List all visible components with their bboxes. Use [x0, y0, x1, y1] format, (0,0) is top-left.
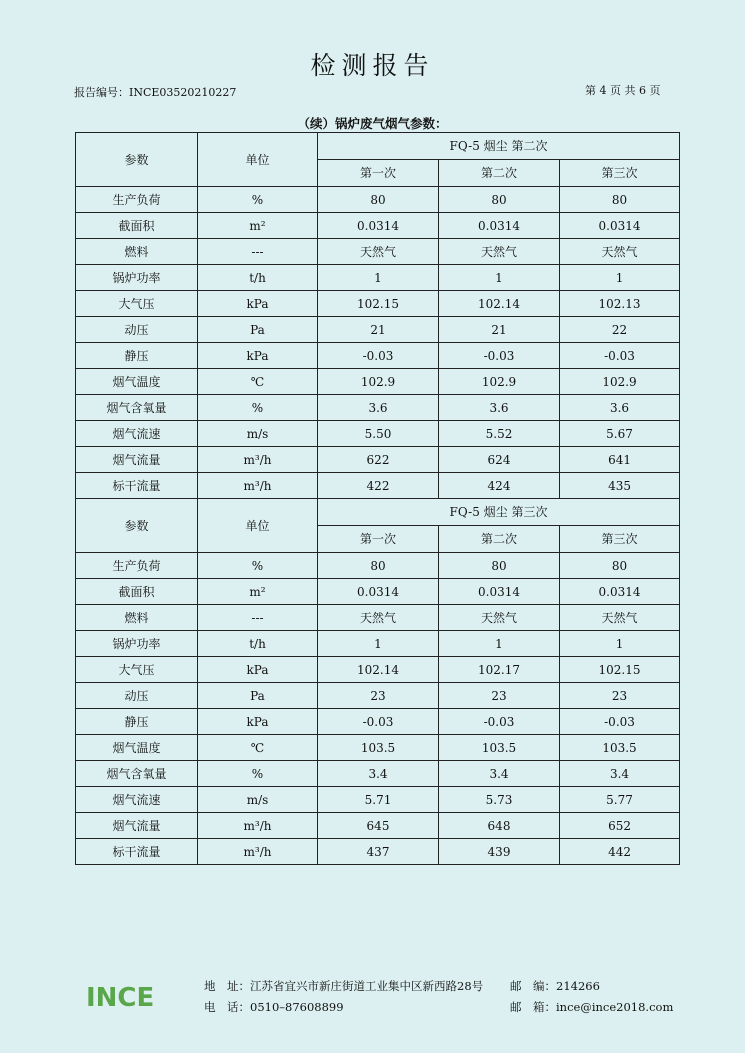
value-cell: 102.9: [439, 369, 560, 395]
table-row: [76, 291, 680, 317]
unit-cell: m²: [198, 579, 318, 605]
unit-cell: m³/h: [198, 473, 318, 499]
value-cell: 1: [318, 631, 439, 657]
footer-row-1: [204, 976, 600, 997]
value-cell: 1: [439, 631, 560, 657]
param-cell: 烟气含氧量: [76, 395, 198, 421]
flue-gas-table: [75, 132, 680, 865]
unit-cell: m³/h: [198, 447, 318, 473]
unit-cell: m²: [198, 213, 318, 239]
param-cell: 烟气温度: [76, 369, 198, 395]
param-header: 参数: [76, 133, 198, 187]
value-cell: 天然气: [560, 605, 680, 631]
unit-cell: %: [198, 187, 318, 213]
param-cell: 烟气温度: [76, 735, 198, 761]
unit-header: 单位: [198, 499, 318, 553]
table-row: [76, 187, 680, 213]
table-row: [76, 787, 680, 813]
table-row: [76, 683, 680, 709]
run-header: 第一次: [318, 526, 439, 553]
unit-cell: Pa: [198, 683, 318, 709]
table-row: [76, 553, 680, 579]
value-cell: 80: [439, 553, 560, 579]
table-row: [76, 395, 680, 421]
value-cell: 80: [439, 187, 560, 213]
table-row: [76, 317, 680, 343]
value-cell: -0.03: [318, 709, 439, 735]
table-row: [76, 813, 680, 839]
param-cell: 静压: [76, 343, 198, 369]
value-cell: -0.03: [318, 343, 439, 369]
value-cell: 5.50: [318, 421, 439, 447]
value-cell: 天然气: [318, 239, 439, 265]
value-cell: 21: [439, 317, 560, 343]
unit-cell: m³/h: [198, 839, 318, 865]
table-row: [76, 735, 680, 761]
unit-cell: %: [198, 553, 318, 579]
value-cell: 102.14: [439, 291, 560, 317]
param-cell: 烟气流速: [76, 421, 198, 447]
unit-cell: ℃: [198, 735, 318, 761]
section-header-row: [76, 499, 680, 526]
table-row: [76, 605, 680, 631]
table-row: [76, 761, 680, 787]
param-cell: 标干流量: [76, 839, 198, 865]
value-cell: 0.0314: [439, 579, 560, 605]
unit-cell: ℃: [198, 369, 318, 395]
table-row: [76, 239, 680, 265]
section-header-row: [76, 133, 680, 160]
value-cell: 天然气: [439, 605, 560, 631]
value-cell: -0.03: [560, 709, 680, 735]
value-cell: 3.4: [560, 761, 680, 787]
value-cell: 0.0314: [560, 579, 680, 605]
value-cell: 648: [439, 813, 560, 839]
value-cell: 3.4: [439, 761, 560, 787]
value-cell: 439: [439, 839, 560, 865]
value-cell: 天然气: [318, 605, 439, 631]
unit-header: 单位: [198, 133, 318, 187]
param-cell: 燃料: [76, 605, 198, 631]
value-cell: 5.71: [318, 787, 439, 813]
value-cell: 3.6: [439, 395, 560, 421]
value-cell: 5.52: [439, 421, 560, 447]
page-info: 第 4 页 共 6 页: [585, 84, 661, 97]
value-cell: 103.5: [560, 735, 680, 761]
value-cell: 435: [560, 473, 680, 499]
value-cell: 5.73: [439, 787, 560, 813]
email-value: ince@ince2018.com: [556, 1000, 674, 1014]
param-cell: 锅炉功率: [76, 631, 198, 657]
param-cell: 静压: [76, 709, 198, 735]
param-cell: 烟气含氧量: [76, 761, 198, 787]
unit-cell: Pa: [198, 317, 318, 343]
value-cell: 622: [318, 447, 439, 473]
value-cell: 80: [560, 187, 680, 213]
value-cell: 1: [439, 265, 560, 291]
unit-cell: %: [198, 761, 318, 787]
value-cell: 102.15: [560, 657, 680, 683]
unit-cell: kPa: [198, 343, 318, 369]
value-cell: 103.5: [439, 735, 560, 761]
table-row: [76, 213, 680, 239]
param-cell: 烟气流量: [76, 813, 198, 839]
value-cell: 天然气: [560, 239, 680, 265]
value-cell: 102.9: [318, 369, 439, 395]
table-row: [76, 631, 680, 657]
value-cell: 645: [318, 813, 439, 839]
unit-cell: ---: [198, 239, 318, 265]
group-header: FQ-5 烟尘 第三次: [318, 499, 680, 526]
report-number: [74, 84, 236, 100]
value-cell: 102.15: [318, 291, 439, 317]
value-cell: 3.4: [318, 761, 439, 787]
param-cell: 截面积: [76, 213, 198, 239]
value-cell: 1: [560, 265, 680, 291]
table-row: [76, 343, 680, 369]
phone-value: 0510–87608899: [250, 1000, 344, 1014]
address-label: 地 址：: [204, 979, 250, 993]
table-row: [76, 447, 680, 473]
run-header: 第三次: [560, 160, 680, 187]
value-cell: 80: [318, 187, 439, 213]
postcode-block: [510, 976, 600, 997]
unit-cell: ---: [198, 605, 318, 631]
table-subtitle: （续）锅炉废气烟气参数：: [297, 116, 448, 131]
table-row: [76, 709, 680, 735]
param-cell: 烟气流速: [76, 787, 198, 813]
value-cell: 102.14: [318, 657, 439, 683]
param-cell: 燃料: [76, 239, 198, 265]
ince-logo: [86, 982, 186, 1012]
value-cell: 3.6: [318, 395, 439, 421]
value-cell: 102.13: [560, 291, 680, 317]
value-cell: 102.17: [439, 657, 560, 683]
value-cell: 3.6: [560, 395, 680, 421]
report-number-value: INCE03520210227: [129, 86, 237, 99]
value-cell: 442: [560, 839, 680, 865]
run-header: 第二次: [439, 160, 560, 187]
table-row: [76, 265, 680, 291]
value-cell: 0.0314: [318, 579, 439, 605]
value-cell: 1: [560, 631, 680, 657]
postcode-label: 邮 编：: [510, 979, 556, 993]
value-cell: 1: [318, 265, 439, 291]
unit-cell: m/s: [198, 787, 318, 813]
unit-cell: t/h: [198, 265, 318, 291]
value-cell: 22: [560, 317, 680, 343]
table-row: [76, 421, 680, 447]
unit-cell: %: [198, 395, 318, 421]
footer-row-2: [204, 997, 674, 1018]
param-cell: 生产负荷: [76, 553, 198, 579]
param-cell: 锅炉功率: [76, 265, 198, 291]
param-header: 参数: [76, 499, 198, 553]
value-cell: 0.0314: [560, 213, 680, 239]
table-row: [76, 369, 680, 395]
value-cell: -0.03: [439, 709, 560, 735]
run-header: 第一次: [318, 160, 439, 187]
table-row: [76, 579, 680, 605]
run-header: 第三次: [560, 526, 680, 553]
value-cell: -0.03: [439, 343, 560, 369]
value-cell: -0.03: [560, 343, 680, 369]
value-cell: 天然气: [439, 239, 560, 265]
value-cell: 103.5: [318, 735, 439, 761]
param-cell: 动压: [76, 317, 198, 343]
value-cell: 0.0314: [318, 213, 439, 239]
table-row: [76, 839, 680, 865]
group-header: FQ-5 烟尘 第二次: [318, 133, 680, 160]
unit-cell: m/s: [198, 421, 318, 447]
value-cell: 23: [318, 683, 439, 709]
email-block: [510, 997, 673, 1018]
unit-cell: kPa: [198, 657, 318, 683]
footer-contact: [204, 976, 674, 1018]
report-number-label: 报告编号：: [74, 86, 129, 99]
unit-cell: kPa: [198, 709, 318, 735]
phone-label: 电 话：: [204, 1000, 250, 1014]
run-header: 第二次: [439, 526, 560, 553]
unit-cell: t/h: [198, 631, 318, 657]
page-title: 检测报告: [310, 51, 435, 80]
value-cell: 5.77: [560, 787, 680, 813]
value-cell: 652: [560, 813, 680, 839]
param-cell: 动压: [76, 683, 198, 709]
param-cell: 大气压: [76, 657, 198, 683]
value-cell: 422: [318, 473, 439, 499]
postcode-value: 214266: [556, 979, 600, 993]
value-cell: 23: [560, 683, 680, 709]
value-cell: 80: [318, 553, 439, 579]
param-cell: 大气压: [76, 291, 198, 317]
email-label: 邮 箱：: [510, 1000, 556, 1014]
param-cell: 标干流量: [76, 473, 198, 499]
table-row: [76, 657, 680, 683]
value-cell: 641: [560, 447, 680, 473]
address-value: 江苏省宜兴市新庄街道工业集中区新西路28号: [250, 979, 484, 993]
logo-text: INCE: [86, 983, 155, 1012]
param-cell: 烟气流量: [76, 447, 198, 473]
value-cell: 624: [439, 447, 560, 473]
param-cell: 生产负荷: [76, 187, 198, 213]
value-cell: 23: [439, 683, 560, 709]
value-cell: 437: [318, 839, 439, 865]
value-cell: 80: [560, 553, 680, 579]
value-cell: 21: [318, 317, 439, 343]
value-cell: 424: [439, 473, 560, 499]
value-cell: 0.0314: [439, 213, 560, 239]
unit-cell: kPa: [198, 291, 318, 317]
table-row: [76, 473, 680, 499]
param-cell: 截面积: [76, 579, 198, 605]
unit-cell: m³/h: [198, 813, 318, 839]
value-cell: 5.67: [560, 421, 680, 447]
value-cell: 102.9: [560, 369, 680, 395]
